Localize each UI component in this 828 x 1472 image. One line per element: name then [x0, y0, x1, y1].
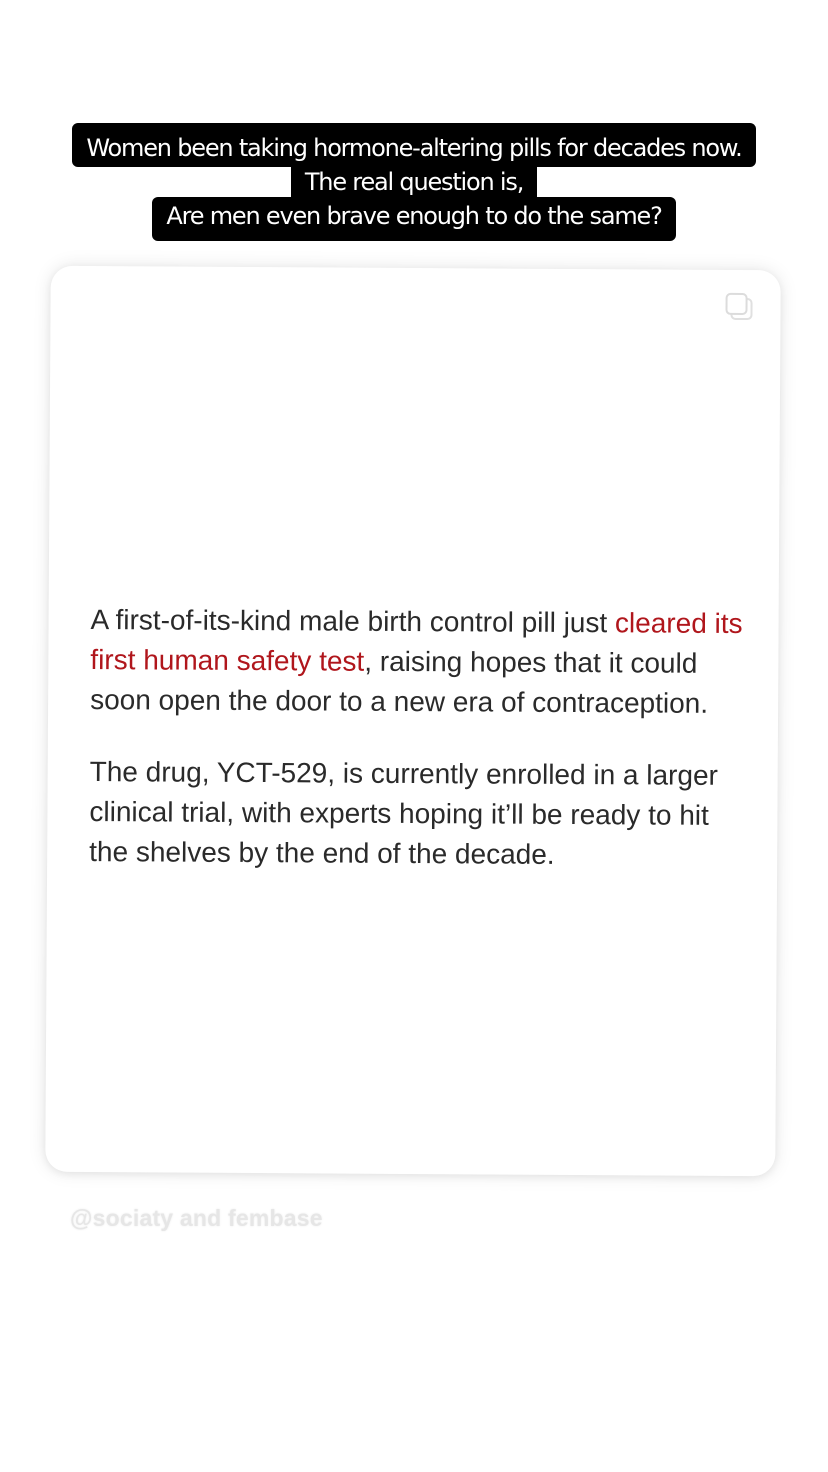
paragraph-1-text-before: A first-of-its-kind male birth control pill just	[90, 604, 616, 639]
caption-line-3	[0, 197, 828, 241]
post-paragraph-2: The drug, YCT-529, is currently enrolled in a larger clinical trial, with experts hoping it’ll be ready to hit the shelves by the end of the decade.	[89, 756, 719, 870]
reposted-post-card[interactable]	[45, 266, 781, 1176]
safety-test-link[interactable]: cleared its first human safety test	[90, 607, 743, 677]
caption-line-1	[0, 123, 828, 167]
multiple-posts-icon	[724, 292, 754, 322]
story-caption	[0, 123, 828, 241]
paragraph-1-text-after: , raising hopes that it could soon open the door to a new era of contraception.	[90, 645, 709, 719]
caption-text-3: Are men even brave enough to do the same?	[152, 197, 675, 241]
credit-watermark: @sociaty and fembase	[70, 1205, 323, 1231]
caption-text-1: Women been taking hormone-altering pills for decades now.	[72, 123, 755, 167]
caption-line-2	[0, 165, 828, 199]
post-paragraph-1	[90, 600, 751, 724]
caption-text-2: The real question is,	[291, 165, 537, 199]
post-text	[89, 600, 751, 908]
